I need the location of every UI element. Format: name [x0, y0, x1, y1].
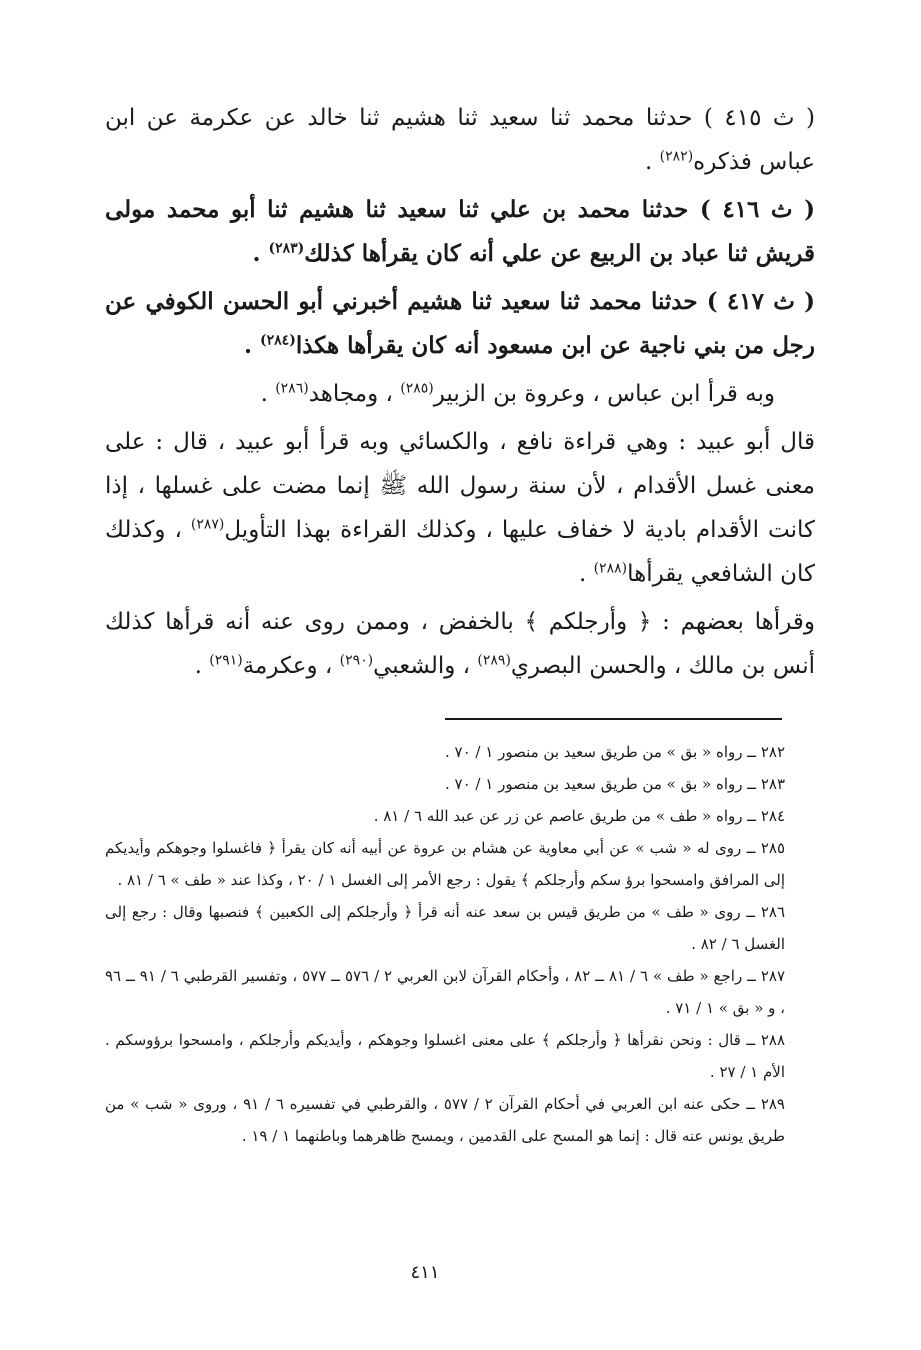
page-number: ٤١١: [410, 1262, 440, 1283]
footnote-ref[interactable]: (٢٨٩): [477, 652, 511, 669]
footnote-ref[interactable]: (٢٩٠): [339, 652, 374, 669]
paragraph-end: .: [194, 653, 210, 679]
paragraph-text: ( ث ٤١٦ ) حدثنا محمد بن علي ثنا سعيد ثنا هشيم ثنا أبو محمد مولى قريش ثنا عباد بن الربيع عن علي أنه كان يقرأها كذلك: [105, 196, 815, 267]
paragraph-text: قال أبو عبيد : وهي قراءة نافع ، والكسائي وبه قرأ أبو عبيد ، قال : على معنى غسل الأقدام ، لأن سنة رسول الله ﷺ إنما مضت على غسلها ، إذا كانت الأقدام بادية لا خفاف عليها ، وكذلك القراءة بهذا التأويل: [105, 429, 815, 543]
paragraph-417: [105, 280, 815, 368]
footnote-ref[interactable]: (٢٨٨): [593, 560, 628, 577]
footnote-ref[interactable]: (٢٨٧): [190, 516, 225, 533]
paragraph-end: .: [260, 381, 276, 407]
footnote-283: ٢٨٣ ــ رواه « بق » من طريق سعيد بن منصور ١ / ٧٠ .: [444, 775, 785, 793]
paragraph-end: .: [252, 240, 269, 267]
paragraph-text: ( ث ٤١٥ ) حدثنا محمد ثنا سعيد ثنا هشيم ثنا خالد عن عكرمة عن ابن عباس فذكره: [105, 105, 815, 175]
paragraph-text: وبه قرأ ابن عباس ، وعروة بن الزبير: [433, 381, 775, 407]
main-text: [105, 96, 815, 688]
paragraph-415: [105, 96, 815, 184]
paragraph-text: ، وعكرمة: [242, 653, 340, 679]
footnote-ref[interactable]: (٢٨٢): [659, 148, 694, 165]
footnote-287: ٢٨٧ ــ راجع « طف » ٦ / ٨١ ــ ٨٢ ، وأحكام القرآن لابن العربي ٢ / ٥٧٦ ــ ٥٧٧ ، وتفسير القرطبي ٦ / ٩١ ــ ٩٦ ، و « بق » ١ / ٧١ .: [105, 967, 786, 1017]
footnote-282: ٢٨٢ ــ رواه « بق » من طريق سعيد بن منصور ١ / ٧٠ .: [444, 743, 785, 761]
paragraph-text: ، وكذلك كان الشافعي يقرأها: [105, 517, 815, 587]
paragraph-end: .: [244, 332, 261, 359]
footnote-285: ٢٨٥ ــ روى له « شب » عن أبي معاوية عن هشام بن عروة عن أبيه أنه كان يقرأ ﴿ فاغسلوا وجوهكم وأيديكم إلى المرافق وامسحوا برؤ سكم وأرجلكم ﴾ يقول : رجع الأمر إلى الغسل ١ / ٢٠ ، وكذا عند « طف » ٦ / ٨١ .: [105, 839, 785, 889]
footnote-284: ٢٨٤ ــ رواه « طف » من طريق عاصم عن زر عن عبد الله ٦ / ٨١ .: [373, 807, 785, 825]
footnote-ref[interactable]: (٢٨٤): [260, 332, 296, 349]
paragraph-text: وقرأها بعضهم : ﴿ وأرجلكم ﴾ بالخفض ، وممن روى عنه أنه قرأها كذلك أنس بن مالك ، والحسن البصري: [105, 609, 815, 679]
footnote-ref[interactable]: (٢٨٦): [275, 380, 309, 397]
paragraph-416: [105, 188, 815, 276]
paragraph-end: .: [645, 149, 660, 175]
paragraph-text: ( ث ٤١٧ ) حدثنا محمد ثنا سعيد ثنا هشيم أخبرني أبو الحسن الكوفي عن رجل من بني ناجية عن ابن مسعود أنه كان يقرأها هكذا: [105, 288, 815, 359]
paragraph-text: ، ومجاهد: [308, 381, 401, 407]
paragraph-readers: [105, 372, 815, 416]
footnote-ref[interactable]: (٢٩١): [209, 652, 243, 669]
footnotes: [105, 736, 785, 1152]
paragraph-end: .: [578, 561, 594, 587]
footnote-ref[interactable]: (٢٨٣): [268, 240, 305, 257]
footnote-divider: [445, 718, 782, 720]
footnote-288: ٢٨٨ ــ قال : ونحن نقرأها ﴿ وأرجلكم ﴾ على معنى اغسلوا وجوهكم ، وأيديكم وأرجلكم ، وامسحوا برؤوسكم . الأم ١ / ٢٧ .: [105, 1031, 785, 1081]
paragraph-khafd: [105, 600, 815, 688]
footnote-286: ٢٨٦ ــ روى « طف » من طريق قيس بن سعد عنه أنه قرأ ﴿ وأرجلكم إلى الكعبين ﴾ فنصبها وقال : رجع إلى الغسل ٦ / ٨٢ .: [105, 903, 785, 953]
paragraph-abu-ubaid: [105, 420, 815, 596]
paragraph-text: ، والشعبي: [373, 653, 478, 679]
footnote-ref[interactable]: (٢٨٥): [400, 380, 434, 397]
footnote-289: ٢٨٩ ــ حكى عنه ابن العربي في أحكام القرآن ٢ / ٥٧٧ ، والقرطبي في تفسيره ٦ / ٩١ ، وروى « شب » من طريق يونس عنه قال : إنما هو المسح على القدمين ، ويمسح ظاهرهما وباطنهما ١ / ١٩ .: [105, 1095, 785, 1145]
